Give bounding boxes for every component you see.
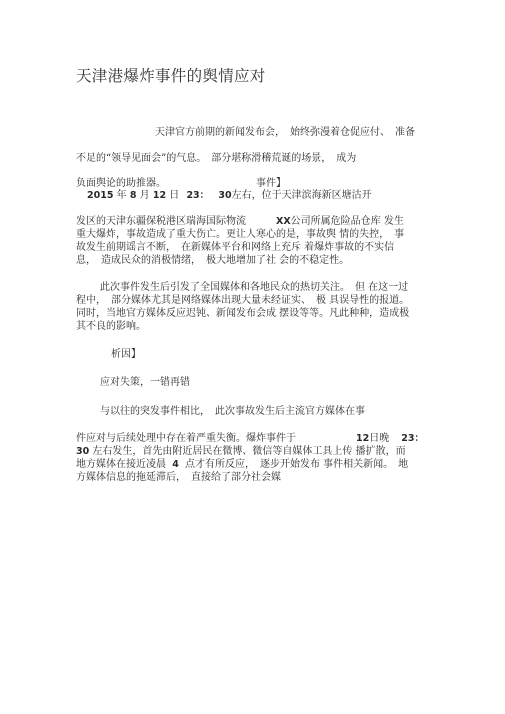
- paragraph-line: 同时，当地官方媒体反应迟钝、新闻发布会成 摆设等等。凡此种种，造成极: [76, 308, 410, 319]
- paragraph-line: 天津官方前期的新闻发布会， 始终弥漫着仓促应付、 准备: [155, 127, 415, 138]
- paragraph-line: [76, 432, 424, 445]
- text-span: 日晚: [369, 433, 390, 444]
- text-span: 地方媒体在接近凌晨: [76, 459, 166, 470]
- paragraph-line: [76, 215, 404, 228]
- hour-number: 4: [172, 459, 179, 470]
- time-minute: 30: [218, 190, 232, 201]
- text-span: 月: [139, 190, 150, 201]
- text-span: 点才有所反应， 逐步开始发布 事件相关新闻。 地: [185, 459, 409, 470]
- paragraph-line: 故发生前期谣言不断， 在新媒体平台和网络上充斥 着爆炸事故的不实信: [76, 242, 395, 253]
- date-day: 12: [152, 190, 167, 201]
- text-span: 负面舆论的助推器。: [76, 178, 166, 189]
- date-year: 2015: [87, 190, 114, 201]
- section-heading: 析因】: [111, 349, 141, 360]
- time-hour: 23：: [186, 190, 210, 201]
- text-span: 公司所属危险品仓库 发生: [290, 216, 404, 227]
- text-span: 事件】: [256, 178, 286, 189]
- paragraph-line: 此次事件发生后引发了全国媒体和各地民众的热切关注。 但 在这一过: [100, 282, 409, 293]
- paragraph-line: 息， 造成民众的消极情绪， 极大地增加了社 会的不稳定性。: [76, 255, 350, 266]
- text-span: 件应对与后续处理中存在着严重失衡。爆炸事件于: [76, 433, 296, 444]
- text-span: 日: [169, 190, 180, 201]
- paragraph-line: 重大爆炸，事故造成了重大伤亡。更让人寒心的是，事故舆 情的失控， 事: [76, 229, 405, 240]
- document-title: 天津港爆炸事件的舆情应对: [76, 67, 266, 85]
- paragraph-line: [76, 458, 408, 471]
- text-span: 左右，位于天津滨海新区塘沽开: [231, 190, 372, 201]
- paragraph-line: 其不良的影响。: [76, 321, 146, 332]
- text-span: 年: [116, 190, 127, 201]
- text-span: 发区的天津东疆保税港区瑞海国际物流: [76, 216, 246, 227]
- paragraph-line: [76, 445, 406, 458]
- time-hour: 23：: [401, 433, 424, 444]
- company-xx: XX: [276, 216, 291, 227]
- paragraph-line: 不足的“领导见面会”的气息。 部分堪称滑稽荒诞的场景， 成为: [76, 153, 357, 164]
- paragraph-line: 程中， 部分媒体尤其是网络媒体出现大量未经证实、 极 具误导性的报道。: [76, 295, 410, 306]
- paragraph-line: 与以往的突发事件相比， 此次事故发生后主流官方媒体在事: [100, 406, 365, 417]
- date-day: 12: [356, 433, 370, 444]
- text-span: 左右发生，首先由附近居民在微博、微信等自媒体工具上传 播扩散，而: [92, 446, 406, 457]
- paragraph-line: 方媒体信息的拖延滞后， 直接给了部分社会媒: [76, 472, 281, 483]
- time-minute: 30: [76, 446, 90, 457]
- paragraph-line: [87, 189, 372, 202]
- subheading: 应对失策，一错再错: [100, 377, 190, 388]
- date-month: 8: [129, 190, 137, 201]
